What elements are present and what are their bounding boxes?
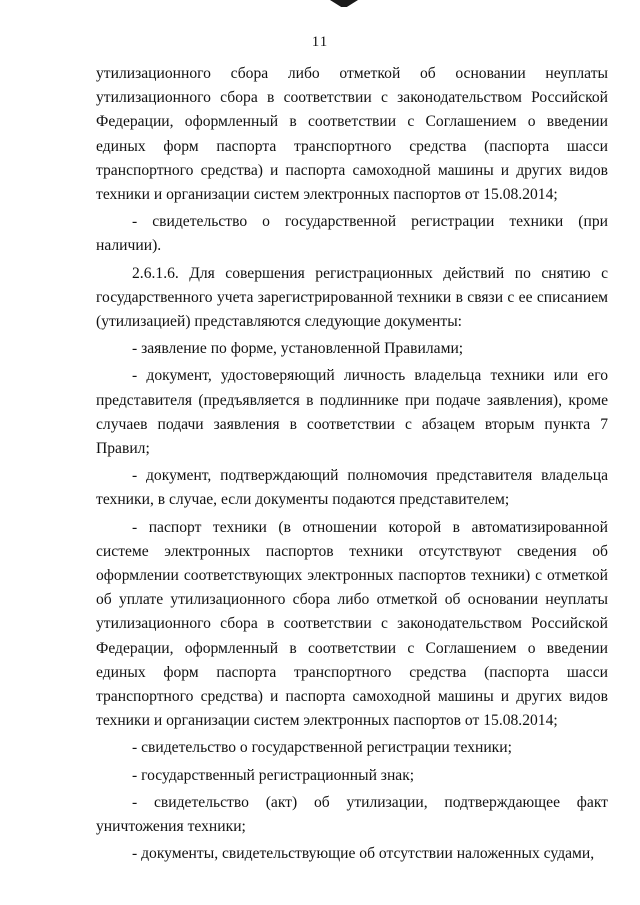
list-item-disposal-certificate: - свидетельство (акт) об утилизации, подтверждающее факт уничтожения техники; — [96, 793, 608, 836]
list-item-technical-passport: - паспорт техники (в отношении которой в автоматизированной системе электронных паспортов техники отсутствуют сведения об оформлении соответствующих электронных паспортов техники) с отметкой об уплате утилизационного сбора либо отметкой об основании неуплаты утилизационного сбора в соответствии с законодательством Российской Федерации, оформленный в соответствии с Соглашением о введении единых форм паспорта транспортного средства (паспорта шасси транспортного средства) и паспорта самоходной машины и других видов техники и организации систем электронных паспортов от 15.08.2014; — [96, 518, 608, 730]
list-item-authority-document: - документ, подтверждающий полномочия представителя владельца техники, в случае, если документы подаются представителем; — [96, 467, 608, 509]
scan-mark — [330, 0, 358, 7]
page-number: 11 — [311, 34, 329, 50]
list-item-identity-document: - документ, удостоверяющий личность владельца техники или его представителя (предъявляется в подлиннике при подаче заявления), кроме случаев подачи заявления в соответствии с абзацем вторым пункта 7 Правил; — [96, 367, 608, 458]
list-item-court-restrictions: - документы, свидетельствующие об отсутствии наложенных судами, — [132, 845, 595, 863]
list-item-registration-certificate: - свидетельство о государственной регистрации техники; — [132, 739, 512, 757]
paragraph-section-2-6-1-6: 2.6.1.6. Для совершения регистрационных действий по снятию с государственного учета зарегистрированной техники в связи с ее списанием (утилизацией) представляются следующие документы: — [96, 264, 608, 331]
paragraph-continuation: утилизационного сбора либо отметкой об основании неуплаты утилизационного сбора в соответствии с законодательством Российской Федерации, оформленный в соответствии с Соглашением о введении единых форм паспорта транспортного средства (паспорта шасси транспортного средства) и паспорта самоходной машины и других видов техники и организации систем электронных паспортов от 15.08.2014; — [96, 65, 608, 204]
list-item-registration-plate: - государственный регистрационный знак; — [132, 766, 415, 784]
document-body — [96, 62, 608, 867]
paragraph-registration-certificate-optional: - свидетельство о государственной регистрации техники (при наличии). — [96, 213, 608, 255]
list-item-application: - заявление по форме, установленной Правилами; — [132, 340, 464, 358]
